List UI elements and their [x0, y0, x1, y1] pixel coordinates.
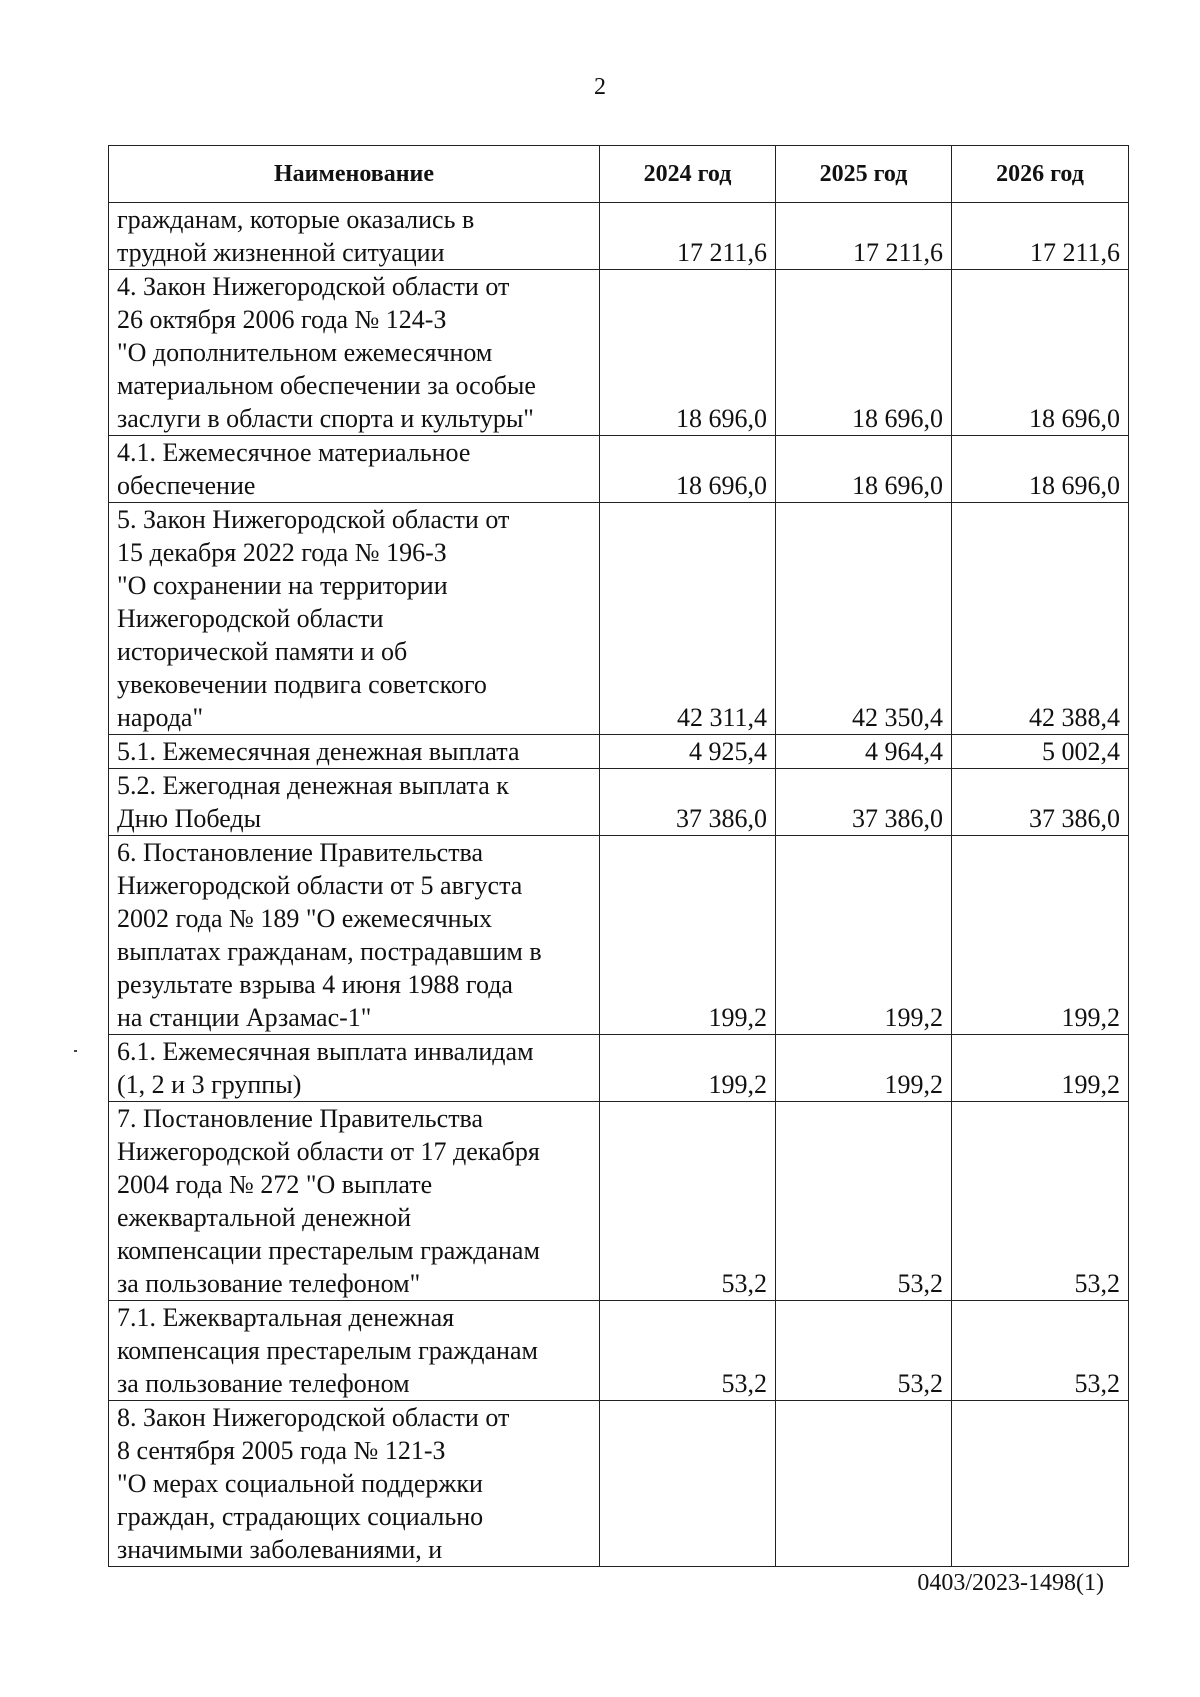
row-name-cell [109, 503, 600, 735]
row-name-line: Дню Победы [117, 804, 262, 833]
row-name-cell [109, 1301, 600, 1401]
row-name-line: 5.2. Ежегодная денежная выплата к [117, 771, 509, 800]
value-2026: 37 386,0 [952, 769, 1129, 836]
table-row [109, 270, 1129, 436]
row-name-line: "О мерах социальной поддержки [117, 1469, 483, 1498]
row-name-line: заслуги в области спорта и культуры" [117, 404, 534, 433]
value-2025: 18 696,0 [776, 270, 952, 436]
row-name-line: 5. Закон Нижегородской области от [117, 505, 510, 534]
value-2024: 199,2 [600, 836, 776, 1035]
row-name-line: материальном обеспечении за особые [117, 371, 536, 400]
row-name-line: народа" [117, 703, 204, 732]
row-name-cell [109, 1035, 600, 1102]
value-2024: 199,2 [600, 1035, 776, 1102]
row-name-line: Нижегородской области от 5 августа [117, 871, 523, 900]
row-name-line: увековечении подвига советского [117, 670, 487, 699]
row-name-cell [109, 203, 600, 270]
table-row [109, 203, 1129, 270]
row-name-line: Нижегородской области от 17 декабря [117, 1137, 540, 1166]
budget-table [108, 145, 1129, 1567]
value-2024: 42 311,4 [600, 503, 776, 735]
value-2025 [776, 1401, 952, 1567]
value-2024: 17 211,6 [600, 203, 776, 270]
value-2026: 18 696,0 [952, 436, 1129, 503]
value-2024 [600, 1401, 776, 1567]
value-2025: 42 350,4 [776, 503, 952, 735]
row-name-line: 4. Закон Нижегородской области от [117, 272, 510, 301]
header-name: Наименование [109, 146, 600, 203]
header-2024: 2024 год [600, 146, 776, 203]
row-name-cell [109, 836, 600, 1035]
table-row [109, 1102, 1129, 1301]
row-name-line: гражданам, которые оказались в [117, 205, 475, 234]
row-name-line: на станции Арзамас-1" [117, 1003, 372, 1032]
row-name-line: обеспечение [117, 471, 256, 500]
value-2024: 37 386,0 [600, 769, 776, 836]
value-2025: 4 964,4 [776, 735, 952, 769]
table-row [109, 1301, 1129, 1401]
table-row [109, 735, 1129, 769]
row-name-line: результате взрыва 4 июня 1988 года [117, 970, 513, 999]
row-name-cell [109, 436, 600, 503]
value-2025: 53,2 [776, 1102, 952, 1301]
table-row [109, 769, 1129, 836]
row-name-line: выплатах гражданам, пострадавшим в [117, 937, 542, 966]
row-name-cell [109, 270, 600, 436]
row-name-cell [109, 769, 600, 836]
row-name-line: 8 сентября 2005 года № 121-З [117, 1436, 446, 1465]
table-row [109, 1035, 1129, 1102]
value-2026: 199,2 [952, 1035, 1129, 1102]
value-2026 [952, 1401, 1129, 1567]
row-name-line: "О дополнительном ежемесячном [117, 338, 493, 367]
value-2024: 53,2 [600, 1301, 776, 1401]
row-name-line: 15 декабря 2022 года № 196-З [117, 538, 447, 567]
header-2025: 2025 год [776, 146, 952, 203]
row-name-line: "О сохранении на территории [117, 571, 448, 600]
value-2026: 199,2 [952, 836, 1129, 1035]
value-2024: 53,2 [600, 1102, 776, 1301]
row-name-line: 2002 года № 189 "О ежемесячных [117, 904, 493, 933]
value-2026: 18 696,0 [952, 270, 1129, 436]
value-2026: 53,2 [952, 1301, 1129, 1401]
value-2026: 53,2 [952, 1102, 1129, 1301]
table-row [109, 836, 1129, 1035]
value-2024: 4 925,4 [600, 735, 776, 769]
value-2026: 42 388,4 [952, 503, 1129, 735]
row-name-line: трудной жизненной ситуации [117, 238, 445, 267]
row-name-line: Нижегородской области [117, 604, 384, 633]
table-row [109, 503, 1129, 735]
table-row [109, 436, 1129, 503]
row-name-line: 6. Постановление Правительства [117, 838, 484, 867]
row-name-line: за пользование телефоном [117, 1369, 410, 1398]
row-name-line: ежеквартальной денежной [117, 1203, 412, 1232]
row-name-line: 2004 года № 272 "О выплате [117, 1170, 433, 1199]
header-2026: 2026 год [952, 146, 1129, 203]
value-2025: 17 211,6 [776, 203, 952, 270]
row-name-cell [109, 735, 600, 769]
row-name-line: компенсации престарелым гражданам [117, 1236, 540, 1265]
value-2025: 53,2 [776, 1301, 952, 1401]
page-number: 2 [594, 74, 606, 100]
value-2025: 199,2 [776, 836, 952, 1035]
value-2025: 18 696,0 [776, 436, 952, 503]
row-name-line: (1, 2 и 3 группы) [117, 1070, 302, 1099]
value-2026: 17 211,6 [952, 203, 1129, 270]
scan-artifact [74, 1050, 77, 1052]
row-name-line: 7. Постановление Правительства [117, 1104, 484, 1133]
row-name-line: 4.1. Ежемесячное материальное [117, 438, 471, 467]
row-name-line: 7.1. Ежеквартальная денежная [117, 1303, 455, 1332]
row-name-line: 8. Закон Нижегородской области от [117, 1403, 510, 1432]
row-name-line: компенсация престарелым гражданам [117, 1336, 538, 1365]
value-2024: 18 696,0 [600, 436, 776, 503]
row-name-line: значимыми заболеваниями, и [117, 1535, 443, 1564]
value-2026: 5 002,4 [952, 735, 1129, 769]
row-name-line: 5.1. Ежемесячная денежная выплата [117, 737, 520, 766]
value-2025: 199,2 [776, 1035, 952, 1102]
table-body [109, 203, 1129, 1567]
row-name-line: 26 октября 2006 года № 124-З [117, 305, 447, 334]
value-2024: 18 696,0 [600, 270, 776, 436]
row-name-line: за пользование телефоном" [117, 1269, 421, 1298]
row-name-cell [109, 1401, 600, 1567]
row-name-line: 6.1. Ежемесячная выплата инвалидам [117, 1037, 534, 1066]
table-header-row [109, 146, 1129, 203]
table-row [109, 1401, 1129, 1567]
document-code: 0403/2023-1498(1) [917, 1570, 1104, 1596]
row-name-line: исторической памяти и об [117, 637, 408, 666]
row-name-cell [109, 1102, 600, 1301]
value-2025: 37 386,0 [776, 769, 952, 836]
row-name-line: граждан, страдающих социально [117, 1502, 484, 1531]
